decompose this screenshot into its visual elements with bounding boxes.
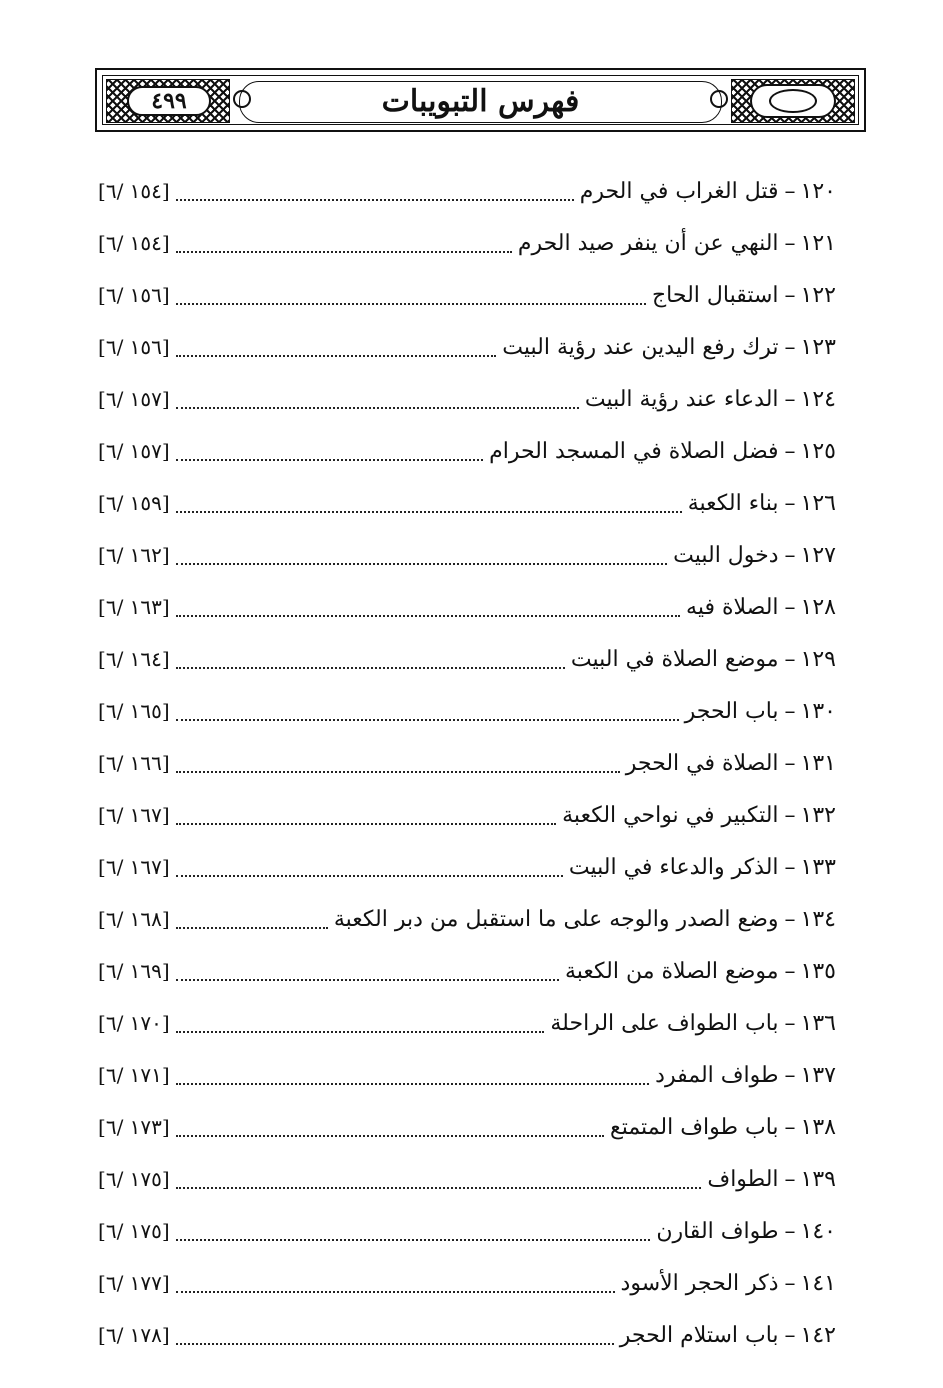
entry-reference: [١٧١ /٦] [98, 1063, 170, 1087]
entry-number: ١٢١ [800, 230, 836, 256]
entry-reference: [١٦٩ /٦] [98, 959, 170, 983]
index-entry [98, 529, 836, 581]
entry-separator: – [784, 386, 796, 412]
entry-separator: – [784, 490, 796, 516]
index-entry [98, 737, 836, 789]
entry-reference: [١٥٧ /٦] [98, 439, 170, 463]
entry-number: ١٢٠ [800, 178, 836, 204]
entry-title: فضل الصلاة في المسجد الحرام [489, 438, 779, 464]
entry-title: التكبير في نواحي الكعبة [562, 802, 779, 828]
entry-separator: – [784, 438, 796, 464]
page-header [95, 68, 866, 132]
entry-number: ١٢٨ [800, 594, 836, 620]
index-entry [98, 841, 836, 893]
entry-reference: [١٧٥ /٦] [98, 1219, 170, 1243]
entry-reference: [١٦٣ /٦] [98, 595, 170, 619]
entry-separator: – [784, 1218, 796, 1244]
index-entry [98, 165, 836, 217]
index-entry [98, 477, 836, 529]
right-ornament [731, 79, 855, 123]
dot-leader [176, 563, 667, 565]
entry-number: ١٢٣ [800, 334, 836, 360]
entry-number: ١٣٣ [800, 854, 836, 880]
dot-leader [176, 875, 563, 877]
dot-leader [176, 355, 497, 357]
dot-leader [176, 199, 574, 201]
dot-leader [176, 979, 559, 981]
index-entry [98, 633, 836, 685]
entry-separator: – [784, 906, 796, 932]
dot-leader [176, 407, 579, 409]
dot-leader [176, 1135, 604, 1137]
entry-title: الصلاة في الحجر [625, 750, 779, 776]
index-entry [98, 1257, 836, 1309]
entry-separator: – [784, 178, 796, 204]
index-entry [98, 217, 836, 269]
entry-number: ١٣٩ [800, 1166, 836, 1192]
index-entry [98, 945, 836, 997]
index-entry [98, 1049, 836, 1101]
dot-leader [176, 823, 556, 825]
entry-title: الطواف [707, 1166, 779, 1192]
dot-leader [176, 1239, 651, 1241]
entry-reference: [١٦٧ /٦] [98, 855, 170, 879]
index-entry [98, 1309, 836, 1361]
entry-reference: [١٦٨ /٦] [98, 907, 170, 931]
entry-title: باب الحجر [684, 698, 779, 724]
entry-separator: – [784, 282, 796, 308]
dot-leader [176, 771, 620, 773]
index-entry [98, 893, 836, 945]
index-entry [98, 425, 836, 477]
dot-leader [176, 615, 680, 617]
entry-title: قتل الغراب في الحرم [579, 178, 779, 204]
page-number: ٤٩٩ [127, 86, 211, 116]
index-entry [98, 1153, 836, 1205]
entry-title: ترك رفع اليدين عند رؤية البيت [502, 334, 779, 360]
dot-leader [176, 927, 328, 929]
entry-separator: – [784, 802, 796, 828]
entry-title: بناء الكعبة [687, 490, 779, 516]
dot-leader [176, 1187, 702, 1189]
index-entry [98, 1205, 836, 1257]
dot-leader [176, 1343, 614, 1345]
entry-separator: – [784, 542, 796, 568]
entry-title: وضع الصدر والوجه على ما استقبل من دبر الكعبة [333, 906, 779, 932]
entry-title: الدعاء عند رؤية البيت [584, 386, 779, 412]
entry-number: ١٣٤ [800, 906, 836, 932]
entry-number: ١٣٥ [800, 958, 836, 984]
entry-separator: – [784, 1322, 796, 1348]
entry-number: ١٢٩ [800, 646, 836, 672]
index-entry [98, 997, 836, 1049]
seal-logo [750, 84, 836, 118]
entry-number: ١٢٧ [800, 542, 836, 568]
entry-reference: [١٥٧ /٦] [98, 387, 170, 411]
left-ornament [106, 79, 230, 123]
calligraphy-seal-icon [769, 89, 817, 113]
entry-separator: – [784, 750, 796, 776]
entry-number: ١٢٤ [800, 386, 836, 412]
index-entry [98, 789, 836, 841]
entry-separator: – [784, 1166, 796, 1192]
entry-separator: – [784, 646, 796, 672]
entry-title: دخول البيت [673, 542, 779, 568]
entry-reference: [١٧٧ /٦] [98, 1271, 170, 1295]
entry-separator: – [784, 230, 796, 256]
entry-reference: [١٥٦ /٦] [98, 283, 170, 307]
entry-number: ١٣١ [800, 750, 836, 776]
entry-title: طواف القارن [656, 1218, 779, 1244]
entry-separator: – [784, 1010, 796, 1036]
entry-number: ١٢٦ [800, 490, 836, 516]
entry-number: ١٤٢ [800, 1322, 836, 1348]
entry-title: موضع الصلاة في البيت [570, 646, 779, 672]
dot-leader [176, 719, 679, 721]
entry-reference: [١٥٤ /٦] [98, 231, 170, 255]
index-entry [98, 321, 836, 373]
entry-separator: – [784, 1062, 796, 1088]
entry-separator: – [784, 1270, 796, 1296]
entry-title: باب الطواف على الراحلة [550, 1010, 779, 1036]
entry-number: ١٢٥ [800, 438, 836, 464]
entry-reference: [١٥٤ /٦] [98, 179, 170, 203]
entry-reference: [١٧٣ /٦] [98, 1115, 170, 1139]
entry-title: ذكر الحجر الأسود [620, 1270, 779, 1296]
entry-number: ١٤١ [800, 1270, 836, 1296]
entry-title: موضع الصلاة من الكعبة [564, 958, 779, 984]
dot-leader [176, 251, 512, 253]
dot-leader [176, 667, 565, 669]
index-entry [98, 269, 836, 321]
dot-leader [176, 303, 646, 305]
entry-number: ١٣٢ [800, 802, 836, 828]
entry-reference: [١٦٧ /٦] [98, 803, 170, 827]
entry-reference: [١٧٥ /٦] [98, 1167, 170, 1191]
entry-reference: [١٦٤ /٦] [98, 647, 170, 671]
entry-title: باب طواف المتمتع [609, 1114, 779, 1140]
index-entry [98, 581, 836, 633]
page-title: فهرس التبويبات [239, 81, 722, 123]
entry-title: استقبال الحاج [651, 282, 779, 308]
entry-title: الذكر والدعاء في البيت [568, 854, 779, 880]
dot-leader [176, 511, 682, 513]
entry-reference: [١٥٩ /٦] [98, 491, 170, 515]
entry-reference: [١٥٦ /٦] [98, 335, 170, 359]
entry-number: ١٣٠ [800, 698, 836, 724]
entry-title: النهي عن أن ينفر صيد الحرم [517, 230, 779, 256]
index-entry [98, 373, 836, 425]
dot-leader [176, 459, 483, 461]
dot-leader [176, 1291, 615, 1293]
entry-title: باب استلام الحجر [619, 1322, 779, 1348]
entry-reference: [١٦٥ /٦] [98, 699, 170, 723]
entry-separator: – [784, 854, 796, 880]
entry-reference: [١٧٠ /٦] [98, 1011, 170, 1035]
entry-separator: – [784, 594, 796, 620]
index-list [98, 165, 836, 1361]
entry-separator: – [784, 698, 796, 724]
entry-title: الصلاة فيه [686, 594, 779, 620]
entry-reference: [١٦٦ /٦] [98, 751, 170, 775]
entry-reference: [١٧٨ /٦] [98, 1323, 170, 1347]
entry-number: ١٤٠ [800, 1218, 836, 1244]
entry-separator: – [784, 334, 796, 360]
dot-leader [176, 1031, 545, 1033]
index-entry [98, 685, 836, 737]
entry-number: ١٢٢ [800, 282, 836, 308]
entry-separator: – [784, 958, 796, 984]
entry-number: ١٣٦ [800, 1010, 836, 1036]
entry-title: طواف المفرد [655, 1062, 779, 1088]
index-entry [98, 1101, 836, 1153]
entry-number: ١٣٨ [800, 1114, 836, 1140]
dot-leader [176, 1083, 649, 1085]
entry-separator: – [784, 1114, 796, 1140]
entry-number: ١٣٧ [800, 1062, 836, 1088]
entry-reference: [١٦٢ /٦] [98, 543, 170, 567]
